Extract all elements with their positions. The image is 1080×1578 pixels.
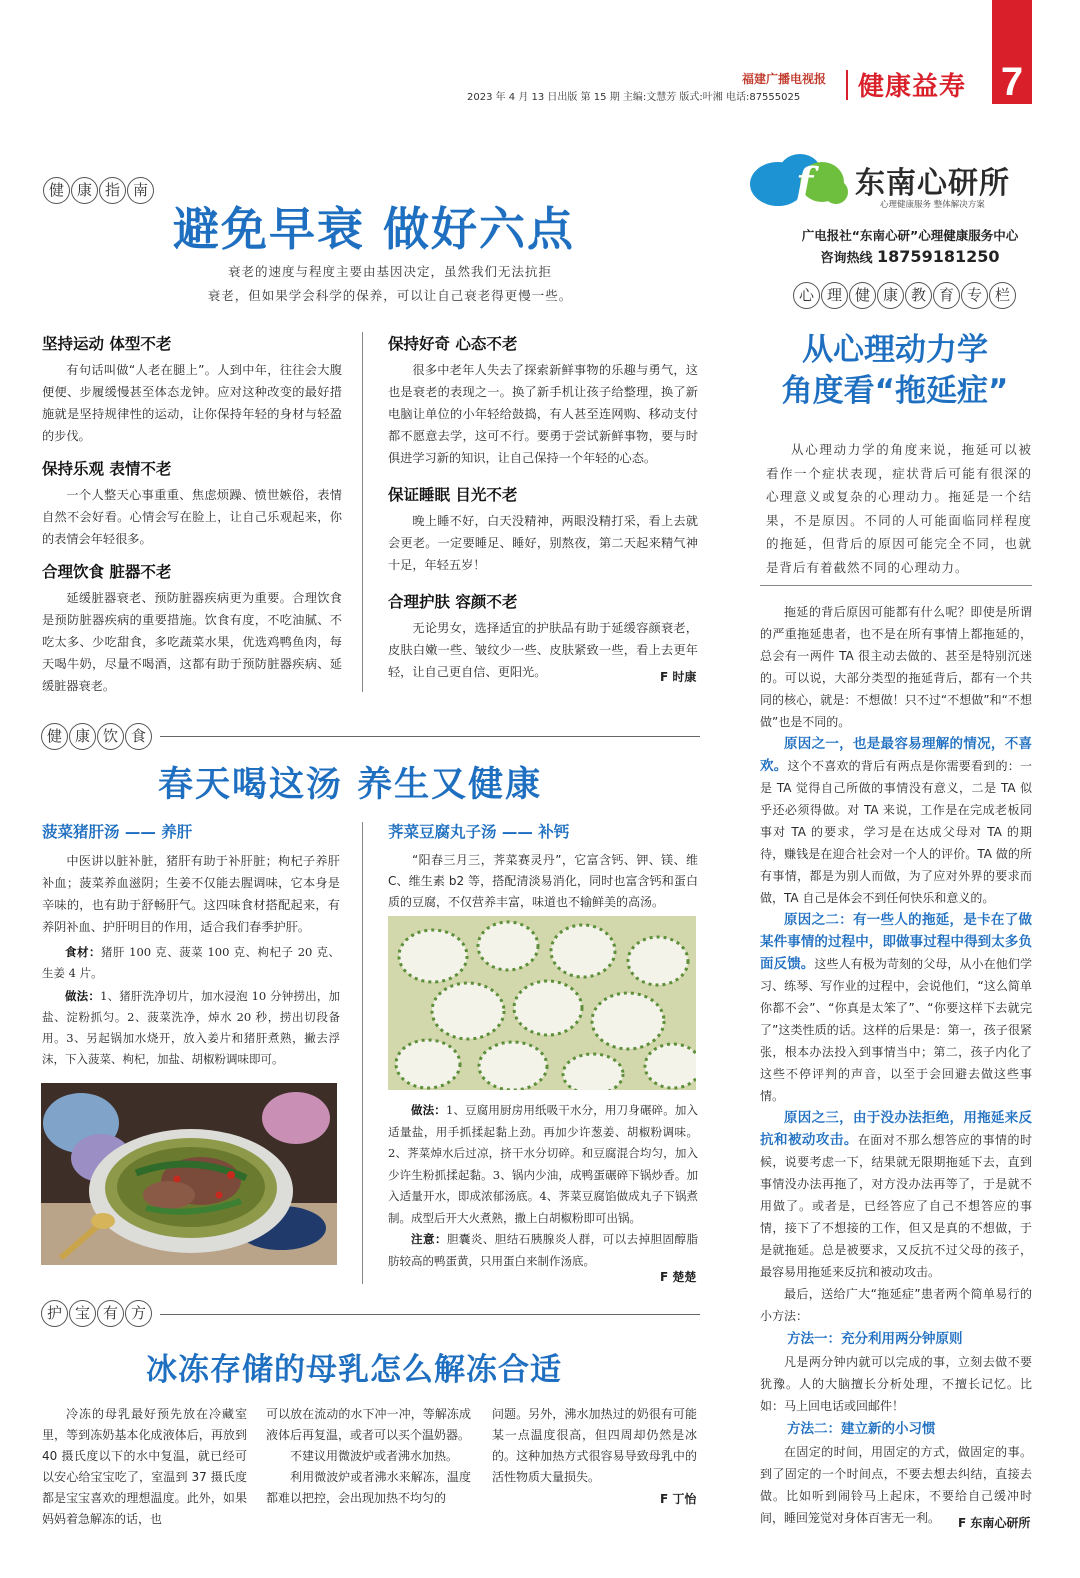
section-text: 有句话叫做“人老在腿上”。人到中年，往往会大腹便便、步履缓慢甚至体态龙钟。应对这种改变的最好措施就是坚持规律性的运动，让你保持年轻的身材与轻盈的步伐。 — [42, 363, 342, 443]
sidebar-paragraph: 最后，送给广大“拖延症”患者两个简单易行的小方法： — [760, 1287, 1032, 1323]
method2-text: 在固定的时间，用固定的方式，做固定的事。到了固定的一个时间点，不要去想去纠结，直接去做。比如听到闹铃马上起床，不要给自己缓冲时间，睡回笼觉对身体百害无一利。 — [760, 1445, 1032, 1525]
section-tag-health-guide — [43, 177, 154, 204]
tag-char: 食 — [125, 723, 152, 750]
recipe-intro: 中医讲以脏补脏，猪肝有助于补肝脏；枸杞子养肝补血；菠菜养血滋阴；生姜不仅能去腥调味，它本身是辛味的，也有助于舒畅肝气。这四味食材搭配起来，有养阴补血、护肝明目的作用，适合我们春季护肝。 — [42, 854, 340, 934]
tag-char: 方 — [125, 1300, 152, 1327]
sidebar-signature: F 东南心研所 — [958, 1516, 1031, 1530]
method-label: 做法： — [65, 989, 101, 1003]
method-text: 1、猪肝洗净切片，加水浸泡 10 分钟捞出，加盐、淀粉抓匀。2、菠菜洗净，焯水 20 秒，捞出切段备用。3、另起锅加水烧开，放入姜片和猪肝煮熟，撇去浮沫，下入菠菜、枸杞，加盐、胡椒粉调味即可。 — [42, 989, 341, 1066]
tag-char: 育 — [933, 282, 960, 309]
sidebar-title-line: 从心理动力学 — [802, 332, 988, 368]
article3-text: 问题。另外，沸水加热过的奶很有可能某一点温度很高，但四周却仍然是冰的。这种加热方式很容易导致母乳中的活性物质大量损失。 — [492, 1407, 697, 1484]
section-text: 延缓脏器衰老、预防脏器疾病更为重要。合理饮食是预防脏器疾病的重要措施。饮食有度，不吃油腻、不吃太多、少吃甜食，多吃蔬菜水果，优选鸡鸭鱼肉，每天喝牛奶，尽量不喝酒，这都有助于预防脏器疾病、延缓脏器衰老。 — [42, 591, 342, 693]
pork-liver-soup-photo — [41, 1083, 337, 1265]
section-heading: 保持乐观 表情不老 — [42, 460, 172, 478]
method2-heading: 方法二：建立新的小习惯 — [787, 1421, 936, 1437]
reason3-heading: 原因之三，由于没办法拒绝，用拖延来反抗和被动攻击。 — [760, 1110, 1032, 1148]
article1-lead — [180, 260, 600, 308]
svg-text:f: f — [796, 159, 814, 206]
note-text: 胆囊炎、胆结石胰腺炎人群，可以去掉胆固醇脂肪较高的鸭蛋黄，只用蛋白来制作汤底。 — [388, 1232, 699, 1268]
recipe-heading: 菠菜猪肝汤 —— 养肝 — [42, 823, 193, 841]
column-divider — [362, 332, 363, 692]
ingredients-label: 食材： — [65, 945, 102, 959]
article3-title: 冰冻存储的母乳怎么解冻合适 — [146, 1352, 562, 1388]
section-heading: 保持好奇 心态不老 — [388, 335, 518, 353]
lead-line: 衰老，但如果学会科学的保养，可以让自己衰老得更慢一些。 — [207, 288, 573, 303]
tag-char: 专 — [961, 282, 988, 309]
tag-char: 护 — [41, 1300, 68, 1327]
article3-text: 冷冻的母乳最好预先放在冷藏室里，等到冻奶基本化成液体后，再放到 40 摄氏度以下的水中复温，就已经可以安心给宝宝吃了，室温到 37 摄氏度都是宝宝喜欢的理想温度。此外，如果妈妈着急解冻的话，也 — [42, 1407, 247, 1526]
tag-char: 南 — [127, 177, 154, 204]
column-divider — [362, 822, 363, 1284]
logo-text: 东南心研所 — [855, 166, 1010, 201]
tag-char: 宝 — [69, 1300, 96, 1327]
note-label: 注意： — [411, 1232, 447, 1246]
sidebar-title-line: 角度看“拖延症” — [781, 373, 1009, 409]
tag-char: 健 — [43, 177, 70, 204]
recipe-method — [388, 1100, 698, 1229]
article3-col3 — [492, 1404, 697, 1488]
masthead-divider — [846, 70, 848, 100]
article1-col-left — [42, 332, 342, 697]
recipe2-bottom — [388, 1100, 698, 1272]
lead-line: 衰老的速度与程度主要由基因决定，虽然我们无法抗拒 — [227, 264, 552, 279]
sidebar-title — [745, 330, 1045, 412]
tag-char: 理 — [821, 282, 848, 309]
method1-text: 凡是两分钟内就可以完成的事，立刻去做不要犹豫。人的大脑擅长分析处理，不擅长记忆。比如：马上回电话或回邮件！ — [760, 1355, 1032, 1413]
article3-text: 利用微波炉或者沸水来解冻，温度都难以把控，会出现加热不均匀的 — [266, 1470, 471, 1505]
section-text: 很多中老年人失去了探索新鲜事物的乐趣与勇气，这也是衰老的表现之一。换了新手机让孩子给整理，换了新电脑让单位的小年轻给鼓捣，有人甚至连网购、移动支付都不愿意去学，这可不行。要勇于尝试新鲜事物，要与时俱进学习新的知识，让自己保持一个年轻的心态。 — [388, 363, 698, 465]
section-heading: 保证睡眠 目光不老 — [388, 486, 518, 504]
reason2-heading: 原因之二：有一些人的拖延，是卡在了做某件事情的过程中，即做事过程中得到太多负面反馈。 — [760, 912, 1032, 972]
section-tag-psychology-column — [793, 282, 1016, 309]
section-tag-baby-care — [41, 1300, 152, 1327]
recipe1 — [42, 820, 340, 1070]
method-text: 1、豆腐用厨房用纸吸干水分，用刀身碾碎。加入适量盐，用手抓揉起黏上劲。再加少许葱姜、胡椒粉调味。2、荠菜焯水后过凉，挤干水分切碎。和豆腐混合均匀，加入少许生粉抓揉起黏。3、锅内少油，成鸭蛋碾碎下锅炒香。加入适量开水，即成浓郁汤底。4、荠菜豆腐馅做成丸子下锅煮制。成型后开大火煮熟，撒上白胡椒粉即可出锅。 — [388, 1103, 698, 1225]
sidebar-paragraph — [760, 1107, 1032, 1283]
reason2-text: 这些人有极为苛刻的父母，从小在他们学习、练琴、写作业的过程中，会说他们，“这么简单你都不会”、“你真是太笨了”、“你要这样下去就完了”这类性质的话。这样的后果是：第一，孩子很紧张，根本办法投入到事情当中；第二，孩子内化了这些不停评判的声音，以至于会回避去做这些事情。 — [760, 957, 1032, 1103]
method1-heading: 方法一：充分利用两分钟原则 — [787, 1331, 963, 1347]
ingredients-text: 猪肝 100 克、菠菜 100 克、枸杞子 20 克、生姜 4 片。 — [42, 945, 341, 980]
method-label: 做法： — [411, 1103, 446, 1117]
article2-signature: F 楚楚 — [660, 1270, 697, 1284]
logo-icon — [748, 148, 848, 210]
article1-title: 避免早衰 做好六点 — [173, 202, 576, 256]
article3-col1 — [42, 1404, 247, 1530]
tag-char: 健 — [849, 282, 876, 309]
sidebar-lead — [766, 438, 1032, 579]
reason1-text: 这个不喜欢的背后有两点是你需要看到的：一是 TA 觉得自己所做的事情没有意义，二是 TA 似乎还必须得做。对 TA 来说，工作是在完成老板同事对 TA 的要求，学习是在达成父母对 TA 的期待，赚钱是在迎合社会对一个人的评价。TA 做的所有事情，都是为别人而做，为了应对外界的要求而做，TA 自己是体会不到任何快乐和意义的。 — [760, 759, 1032, 905]
hotline — [760, 247, 1060, 266]
tag-char: 康 — [71, 177, 98, 204]
tag-char: 饮 — [97, 723, 124, 750]
sidebar-paragraph — [760, 909, 1032, 1107]
article3-text: 不建议用微波炉或者沸水加热。 — [290, 1449, 459, 1463]
shepherds-purse-tofu-soup-photo — [388, 916, 696, 1090]
hotline-number: 18759181250 — [877, 247, 1000, 266]
section-heading: 合理护肤 容颜不老 — [388, 593, 518, 611]
article3-text: 可以放在流动的水下冲一冲，等解冻成液体后再复温，或者可以买个温奶器。 — [266, 1407, 471, 1442]
tag-char: 有 — [97, 1300, 124, 1327]
page-number: 7 — [992, 0, 1032, 104]
section-text: 一个人整天心事重重、焦虑烦躁、愤世嫉俗，表情自然不会好看。心情会写在脸上，让自己乐观起来，你的表情会年轻很多。 — [42, 488, 342, 546]
reason1-heading: 原因之一，也是最容易理解的情况，不喜欢。 — [760, 736, 1032, 774]
section-heading: 坚持运动 体型不老 — [42, 335, 172, 353]
hotline-label: 咨询热线 — [820, 251, 873, 266]
article3-col2 — [266, 1404, 471, 1509]
sidebar-divider — [760, 585, 1032, 586]
issue-line: 2023 年 4 月 13 日出版 第 15 期 主编:文慧芳 版式:叶湘 电话:87555025 — [467, 92, 801, 103]
tag-char: 康 — [69, 723, 96, 750]
recipe-ingredients — [42, 942, 340, 984]
logo-subtitle: 心理健康服务 整体解决方案 — [880, 200, 985, 210]
section-heading: 合理饮食 脏器不老 — [42, 563, 172, 581]
section-tag-health-diet — [41, 723, 152, 750]
sidebar-body — [760, 601, 1032, 1529]
recipe-note — [388, 1229, 698, 1272]
section-rule — [160, 1314, 700, 1315]
recipe-intro: “阳春三月三，荠菜赛灵丹”，它富含钙、钾、镁、维 C、维生素 b2 等，搭配清淡易消化，同时也富含钙和蛋白质的豆腐，不仅营养丰富，味道也不输鲜美的高汤。 — [388, 853, 698, 909]
article1-col-right — [388, 332, 698, 683]
tag-char: 指 — [99, 177, 126, 204]
reason3-text: 在面对不那么想答应的事情的时候，说要考虑一下，结果就无限期拖延下去，直到事情没办法再拖了，对方没办法再等了，于是就不用做了。或者是，已经答应了自己不想答应的事情，接下了不想接的工作，但又是真的不想做，于是就拖延。总是被要求，又反抗不过父母的孩子，最容易用拖延来反抗和被动攻击。 — [760, 1133, 1032, 1279]
recipe2-top — [388, 820, 698, 913]
article3-signature: F 丁怡 — [660, 1492, 697, 1506]
sidebar-lead-text: 从心理动力学的角度来说，拖延可以被看作一个症状表现，症状背后可能有很深的心理意义或复杂的心理动力。拖延是一个结果，不是原因。不同的人可能面临同样程度的拖延，但背后的原因可能完全不同，也就是背后有着截然不同的心理动力。 — [766, 442, 1032, 575]
section-title: 健康益寿 — [858, 72, 967, 102]
section-rule — [160, 736, 700, 737]
article2-title: 春天喝这汤 养生又健康 — [158, 765, 543, 805]
sidebar-paragraph: 拖延的背后原因可能都有什么呢？即使是所谓的严重拖延患者，也不是在所有事情上都拖延的，总会有一两件 TA 很主动去做的、甚至是特别沉迷的。可以说，大部分类型的拖延背后，都有一个共同的核心，就是：不想做！只不过“不想做”和“不想做”也是不同的。 — [760, 605, 1032, 729]
section-text: 晚上睡不好，白天没精神，两眼没精打采，看上去就会更老。一定要睡足、睡好，别熬夜，第二天起来精气神十足，年轻五岁！ — [388, 514, 698, 572]
tag-char: 教 — [905, 282, 932, 309]
tag-char: 康 — [877, 282, 904, 309]
article1-signature: F 时康 — [660, 670, 697, 684]
section-text: 无论男女，选择适宜的护肤品有助于延缓容颜衰老，皮肤白嫩一些、皱纹少一些、皮肤紧致一些，看上去更年轻，让自己更自信、更阳光。 — [388, 621, 698, 679]
recipe-method — [42, 986, 340, 1070]
sidebar-paragraph — [760, 733, 1032, 909]
tag-char: 健 — [41, 723, 68, 750]
tag-char: 栏 — [989, 282, 1016, 309]
center-name: 广电报社“东南心研”心理健康服务中心 — [801, 228, 1019, 243]
tag-char: 心 — [793, 282, 820, 309]
recipe-heading: 荠菜豆腐丸子汤 —— 补钙 — [388, 823, 570, 841]
paper-name: 福建广播电视报 — [742, 72, 827, 86]
